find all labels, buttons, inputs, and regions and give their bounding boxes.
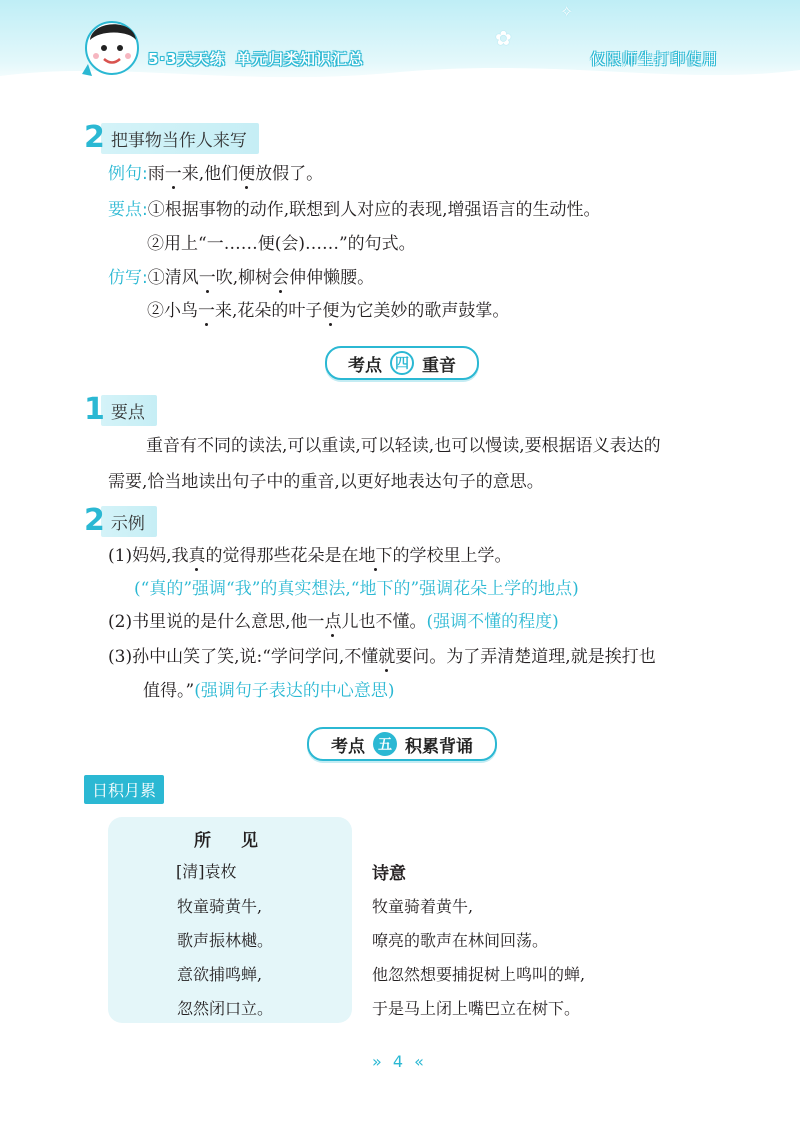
poem-author: [清]袁枚: [176, 862, 237, 881]
key-point-1: 要点:①根据事物的动作,联想到人对应的表现,增强语言的生动性。: [108, 200, 601, 220]
meaning-line: 他忽然想要捕捉树上鸣叫的蝉,: [372, 965, 586, 984]
stress-paragraph-line-2: 需要,恰当地读出句子中的重音,以更好地表达句子的意思。: [108, 472, 544, 492]
stress-example-2: (2)书里说的是什么意思,他一点儿也不懂。(强调不懂的程度): [108, 612, 559, 632]
print-note: 仅限师生打印使用: [589, 50, 718, 68]
section-label: 示例: [101, 506, 157, 537]
topic-5-heading: 考点 五 积累背诵: [307, 727, 497, 761]
star-icon: ✿: [495, 26, 512, 50]
topic-4-heading: 考点 四 重音: [325, 346, 479, 380]
mascot-icon: [78, 14, 148, 80]
daily-accumulation-tag: 日积月累: [84, 775, 164, 804]
section-label: 要点: [101, 395, 157, 426]
section-examples-heading: [84, 503, 157, 538]
topic-badge: 五: [373, 732, 397, 756]
example-sentence: 例句:雨一来,他们便放假了。: [108, 164, 324, 184]
stress-example-3: (3)孙中山笑了笑,说:“学问学问,不懂就要问。为了弄清楚道理,就是挨打也: [108, 647, 656, 667]
imitate-key: 仿写:: [108, 268, 148, 288]
section-keypoints-heading: [84, 392, 157, 427]
poem-line: 忽然闭口立。: [177, 999, 274, 1018]
section-number: 2: [84, 503, 105, 538]
key-point-2: ②用上“一……便(会)……”的句式。: [147, 234, 416, 254]
poem-line: 意欲捕鸣蝉,: [177, 965, 263, 984]
points-key: 要点:: [108, 200, 148, 220]
meaning-title: 诗意: [372, 864, 406, 884]
meaning-line: 嘹亮的歌声在林间回荡。: [372, 931, 549, 950]
section-number: 2: [84, 120, 105, 155]
section-number: 1: [84, 392, 105, 427]
section-label: 把事物当作人来写: [101, 123, 259, 154]
poem-title: 所见: [194, 831, 288, 851]
page-number: » 4 «: [372, 1052, 424, 1071]
stress-example-1-note: (“真的”强调“我”的真实想法,“地下的”强调花朵上学的地点): [134, 579, 579, 599]
section-personify-heading: [84, 120, 259, 155]
stress-example-3-cont: 值得。”(强调句子表达的中心意思): [143, 681, 395, 701]
series-name: 单元归类知识汇总: [236, 50, 365, 68]
poem-line: 歌声振林樾。: [177, 931, 274, 950]
imitation-1: 仿写:①清风一吹,柳树会伸伸懒腰。: [108, 268, 375, 288]
star-icon: ✧: [560, 2, 574, 21]
topic-badge: 四: [390, 351, 414, 375]
meaning-line: 于是马上闭上嘴巴立在树下。: [372, 999, 581, 1018]
poem-line: 牧童骑黄牛,: [177, 897, 263, 916]
example-key: 例句:: [108, 164, 148, 184]
imitation-2: ②小鸟一来,花朵的叶子便为它美妙的歌声鼓掌。: [147, 301, 510, 321]
meaning-line: 牧童骑着黄牛,: [372, 897, 474, 916]
chevron-left-icon: «: [414, 1052, 424, 1071]
series-title: 5·3天天练: [148, 50, 226, 68]
stress-paragraph-line-1: 重音有不同的读法,可以重读,可以轻读,也可以慢读,要根据语义表达的: [146, 436, 661, 456]
chevron-right-icon: »: [372, 1052, 382, 1071]
stress-example-1: (1)妈妈,我真的觉得那些花朵是在地下的学校里上学。: [108, 546, 512, 566]
stress-example-2-note: (强调不懂的程度): [426, 612, 559, 632]
stress-example-3-note: (强调句子表达的中心意思): [194, 681, 395, 701]
